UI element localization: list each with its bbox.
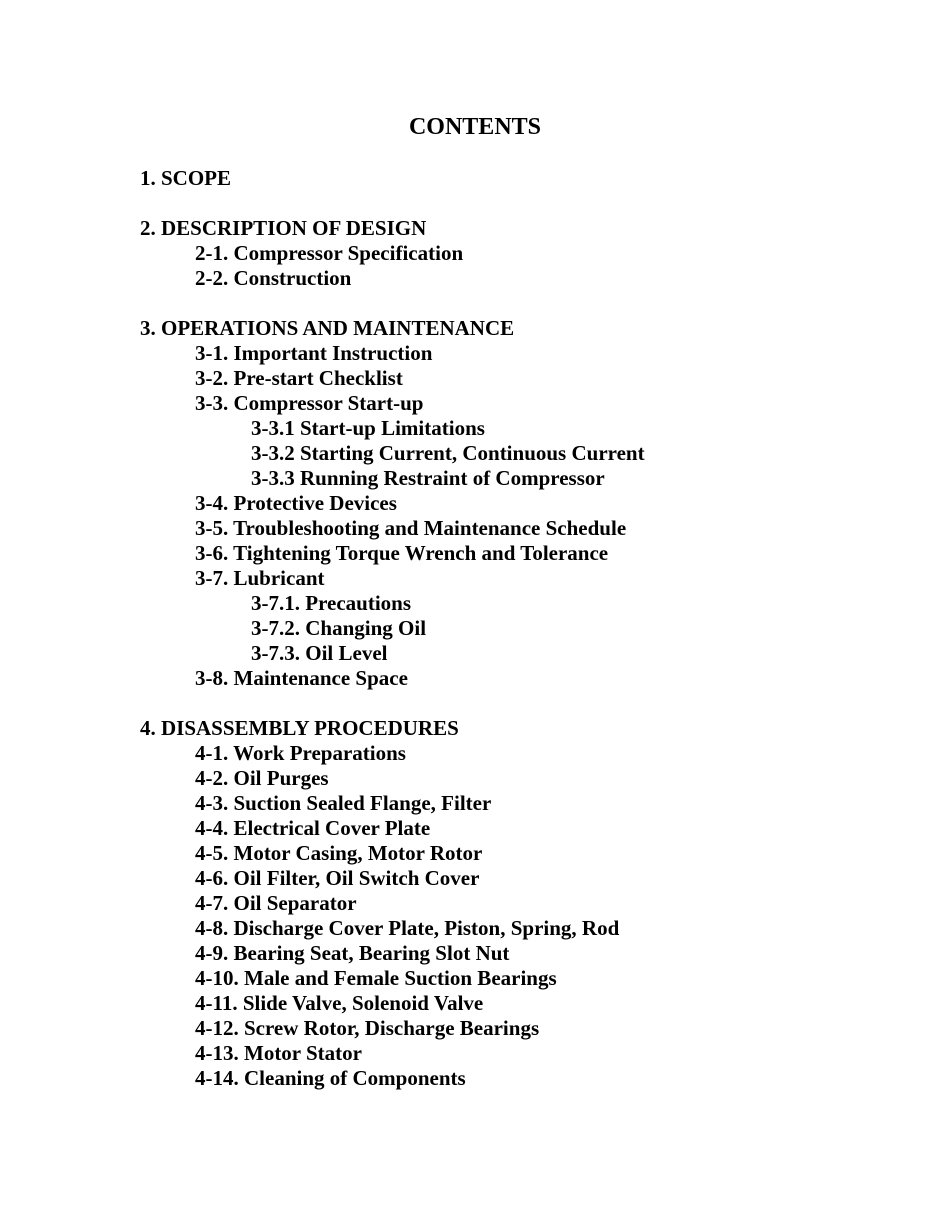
toc-entry: 3-2. Pre-start Checklist: [195, 366, 403, 390]
toc-entry: 3-7. Lubricant: [195, 566, 325, 590]
toc-entry: 3-6. Tightening Torque Wrench and Tolerance: [195, 541, 609, 565]
toc-entry: 4-10. Male and Female Suction Bearings: [195, 966, 557, 990]
toc-section-heading: 3. OPERATIONS AND MAINTENANCE: [140, 316, 515, 340]
toc-section-heading: 4. DISASSEMBLY PROCEDURES: [140, 716, 459, 740]
toc-entry: 3-8. Maintenance Space: [195, 666, 408, 690]
toc-entry: 2-1. Compressor Specification: [195, 241, 464, 265]
section-spacer: [140, 191, 900, 216]
toc-entry: 3-4. Protective Devices: [195, 491, 397, 515]
toc-section-heading: 1. SCOPE: [140, 166, 232, 190]
toc-entry: 4-8. Discharge Cover Plate, Piston, Spring, Rod: [195, 916, 620, 940]
toc-entry: 2-2. Construction: [195, 266, 352, 290]
page-title: CONTENTS: [408, 114, 542, 140]
toc-subentry: 3-7.3. Oil Level: [251, 641, 388, 665]
toc-entry: 4-12. Screw Rotor, Discharge Bearings: [195, 1016, 540, 1040]
toc-entry: 3-1. Important Instruction: [195, 341, 433, 365]
toc-entry: 4-9. Bearing Seat, Bearing Slot Nut: [195, 941, 510, 965]
table-of-contents: [140, 166, 900, 1091]
toc-entry: 4-14. Cleaning of Components: [195, 1066, 466, 1090]
section-spacer: [140, 691, 900, 716]
toc-entry: 4-4. Electrical Cover Plate: [195, 816, 431, 840]
toc-subentry: 3-7.2. Changing Oil: [251, 616, 427, 640]
toc-entry: 3-5. Troubleshooting and Maintenance Schedule: [195, 516, 627, 540]
toc-subentry: 3-3.2 Starting Current, Continuous Current: [251, 441, 645, 465]
toc-entry: 4-5. Motor Casing, Motor Rotor: [195, 841, 483, 865]
section-spacer: [140, 291, 900, 316]
toc-entry: 4-2. Oil Purges: [195, 766, 329, 790]
toc-entry: 4-1. Work Preparations: [195, 741, 406, 765]
toc-entry: 4-13. Motor Stator: [195, 1041, 362, 1065]
toc-entry: 4-6. Oil Filter, Oil Switch Cover: [195, 866, 480, 890]
toc-subentry: 3-7.1. Precautions: [251, 591, 412, 615]
toc-entry: 3-3. Compressor Start-up: [195, 391, 424, 415]
toc-subentry: 3-3.1 Start-up Limitations: [251, 416, 485, 440]
toc-entry: 4-11. Slide Valve, Solenoid Valve: [195, 991, 484, 1015]
toc-subentry: 3-3.3 Running Restraint of Compressor: [251, 466, 605, 490]
toc-entry: 4-3. Suction Sealed Flange, Filter: [195, 791, 492, 815]
toc-section-heading: 2. DESCRIPTION OF DESIGN: [140, 216, 427, 240]
toc-entry: 4-7. Oil Separator: [195, 891, 357, 915]
